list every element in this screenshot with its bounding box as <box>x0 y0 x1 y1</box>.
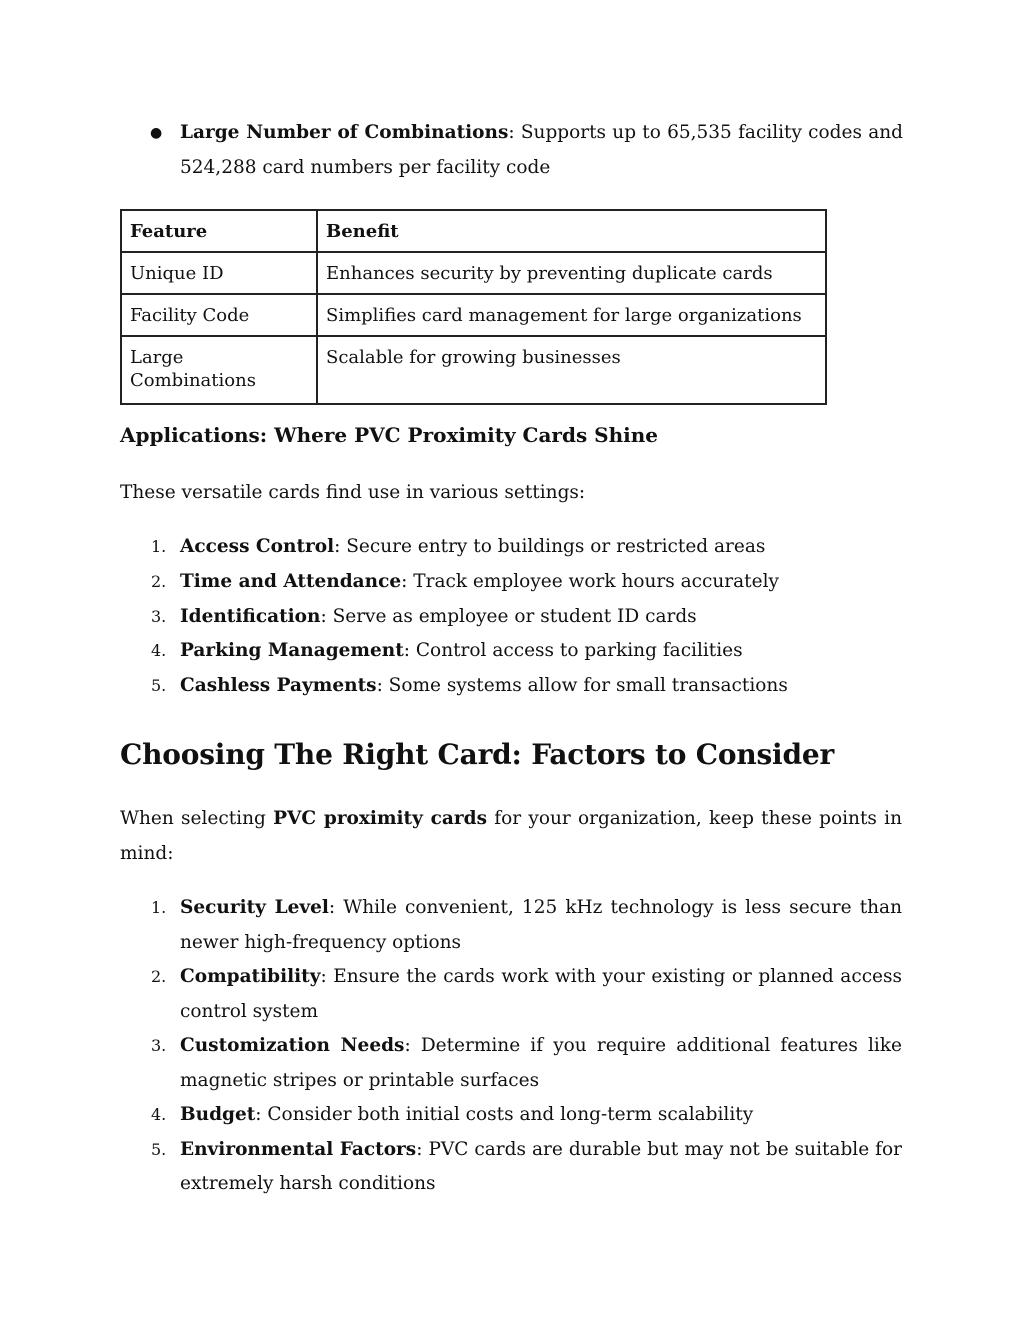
list-number: 4. <box>151 1105 167 1124</box>
list-term: Parking Management <box>180 640 404 662</box>
list-term: Identification <box>180 605 321 627</box>
choosing-intro-after: for your organization, keep these points in mind: <box>120 808 902 864</box>
table-header-feature: Feature <box>121 210 317 252</box>
list-number: 1. <box>151 537 167 556</box>
bullet-icon: ● <box>150 125 163 141</box>
table-cell-benefit: Scalable for growing businesses <box>317 336 826 404</box>
list-term: Environmental Factors <box>180 1138 417 1160</box>
list-text: : Determine if you require additional features like magnetic stripes or printable surfaces <box>180 1035 902 1091</box>
choosing-intro <box>120 802 902 871</box>
choosing-list <box>120 891 902 1202</box>
table-cell-benefit: Enhances security by preventing duplicate cards <box>317 252 826 294</box>
list-text: : Track employee work hours accurately <box>401 570 779 592</box>
choosing-heading: Choosing The Right Card: Factors to Consider <box>120 738 835 771</box>
list-item <box>120 1098 902 1133</box>
list-item <box>120 960 902 1029</box>
list-text: : Secure entry to buildings or restricted areas <box>334 536 766 557</box>
list-term: Cashless Payments <box>180 675 377 697</box>
list-text: : Control access to parking facilities <box>403 640 743 662</box>
table-header-benefit: Benefit <box>317 210 826 252</box>
table-row <box>121 336 826 404</box>
list-item <box>120 530 902 565</box>
choosing-intro-before: When selecting <box>120 808 274 829</box>
list-text: : PVC cards are durable but may not be suitable for extremely harsh conditions <box>180 1138 902 1194</box>
table-row <box>121 294 826 336</box>
list-item <box>120 600 902 635</box>
list-term: Compatibility <box>180 966 321 987</box>
list-term: Security Level <box>180 897 329 918</box>
bullet-text <box>180 116 903 185</box>
list-term: Time and Attendance <box>180 570 402 592</box>
table-cell-feature: Facility Code <box>121 294 317 336</box>
list-item <box>120 669 902 704</box>
list-number: 5. <box>151 1139 167 1159</box>
table-row <box>121 252 826 294</box>
table-cell-benefit: Simplifies card management for large organizations <box>317 294 826 336</box>
combinations-bullet <box>121 116 903 185</box>
list-text: : While convenient, 125 kHz technology is less secure than newer high-frequency options <box>180 897 902 953</box>
list-term: Access Control <box>180 536 335 557</box>
list-item <box>120 634 902 669</box>
list-number: 3. <box>151 606 167 626</box>
applications-list <box>120 530 902 704</box>
applications-intro: These versatile cards find use in various settings: <box>120 482 586 503</box>
list-text: : Serve as employee or student ID cards <box>320 605 697 627</box>
bullet-term: Large Number of Combinations <box>180 122 509 143</box>
list-term: Customization Needs <box>180 1035 405 1056</box>
list-number: 3. <box>151 1036 167 1055</box>
list-item <box>120 1029 902 1098</box>
list-number: 5. <box>151 676 167 696</box>
applications-heading: Applications: Where PVC Proximity Cards Shine <box>120 423 659 447</box>
list-term: Budget <box>180 1104 256 1125</box>
choosing-intro-bold: PVC proximity cards <box>273 808 488 829</box>
list-number: 4. <box>151 641 167 661</box>
table-cell-feature: Large Combinations <box>121 336 317 404</box>
list-item <box>120 1133 902 1202</box>
list-text: : Consider both initial costs and long-term scalability <box>255 1104 754 1125</box>
list-text: : Ensure the cards work with your existing or planned access control system <box>180 966 902 1022</box>
list-item <box>120 565 902 600</box>
list-number: 2. <box>151 571 167 591</box>
table-header-row <box>121 210 826 252</box>
feature-benefit-table <box>120 209 827 405</box>
list-text: : Some systems allow for small transactions <box>376 675 788 697</box>
bullet-description: : Supports up to 65,535 facility codes and 524,288 card numbers per facility code <box>180 122 903 178</box>
list-number: 1. <box>151 898 167 917</box>
table-cell-feature: Unique ID <box>121 252 317 294</box>
list-item <box>120 891 902 960</box>
list-number: 2. <box>151 967 167 986</box>
